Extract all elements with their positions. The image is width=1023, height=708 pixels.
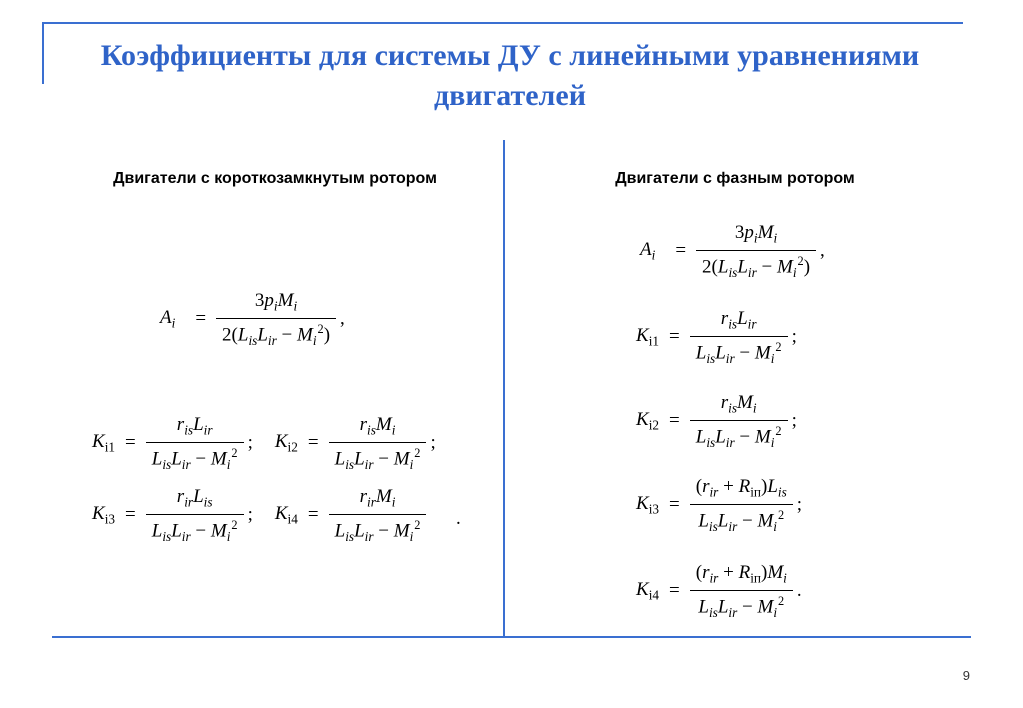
formula-K2-right: $K_{i2}$ = $\frac{r_{is}M_i}{L_{is}L_{ir} - M_i^2}$ ; — [636, 392, 797, 450]
slide-title: Коэффициенты для системы ДУ с линейными уравнениями двигателей — [100, 39, 920, 112]
left-column-heading: Двигатели с короткозамкнутым ротором — [113, 170, 437, 187]
formula-end-period: . — [456, 508, 461, 529]
formula-K3-right: $K_{i3}$ = $\frac{(r_{ir} + R_{iп})L_{is}}{L_{is}L_{ir} - M_i^2}$ ; — [636, 476, 803, 534]
formula-A-left: $A_i$ = $\frac{3p_iM_i}{2(L_{is}L_{ir} - M_i^2)}$ , — [160, 290, 345, 348]
formula-K1-right: $K_{i1}$ = $\frac{r_{is}L_{ir}}{L_{is}L_{ir} - M_i^2}$ ; — [636, 308, 797, 366]
page-number: 9 — [962, 668, 970, 683]
left-accent-rule — [42, 24, 44, 84]
formula-A-right: $A_i$ = $\frac{3p_iM_i}{2(L_{is}L_{ir} - M_i^2)}$ , — [640, 222, 825, 280]
bottom-rule — [52, 636, 971, 638]
top-rule — [42, 22, 963, 24]
formula-K3-K4-left: $K_{i3}$ = $\frac{r_{ir}L_{is}}{L_{is}L_{ir} - M_i^2}$ ; $K_{i4}$ = $\frac{r_{ir}M_i}{L_{is}L_{ir} - M_i^2}$ — [92, 486, 426, 545]
column-divider — [503, 140, 505, 636]
formula-K4-right: $K_{i4}$ = $\frac{(r_{ir} + R_{iп})M_i}{L_{is}L_{ir} - M_i^2}$ . — [636, 562, 802, 620]
formula-K1-K2-left: $K_{i1}$ = $\frac{r_{is}L_{ir}}{L_{is}L_{ir} - M_i^2}$ ; $K_{i2}$ = $\frac{r_{is}M_i}{L_{is}L_{ir} - M_i^2}$ ; — [92, 414, 436, 472]
right-column-heading: Двигатели с фазным ротором — [615, 170, 855, 187]
